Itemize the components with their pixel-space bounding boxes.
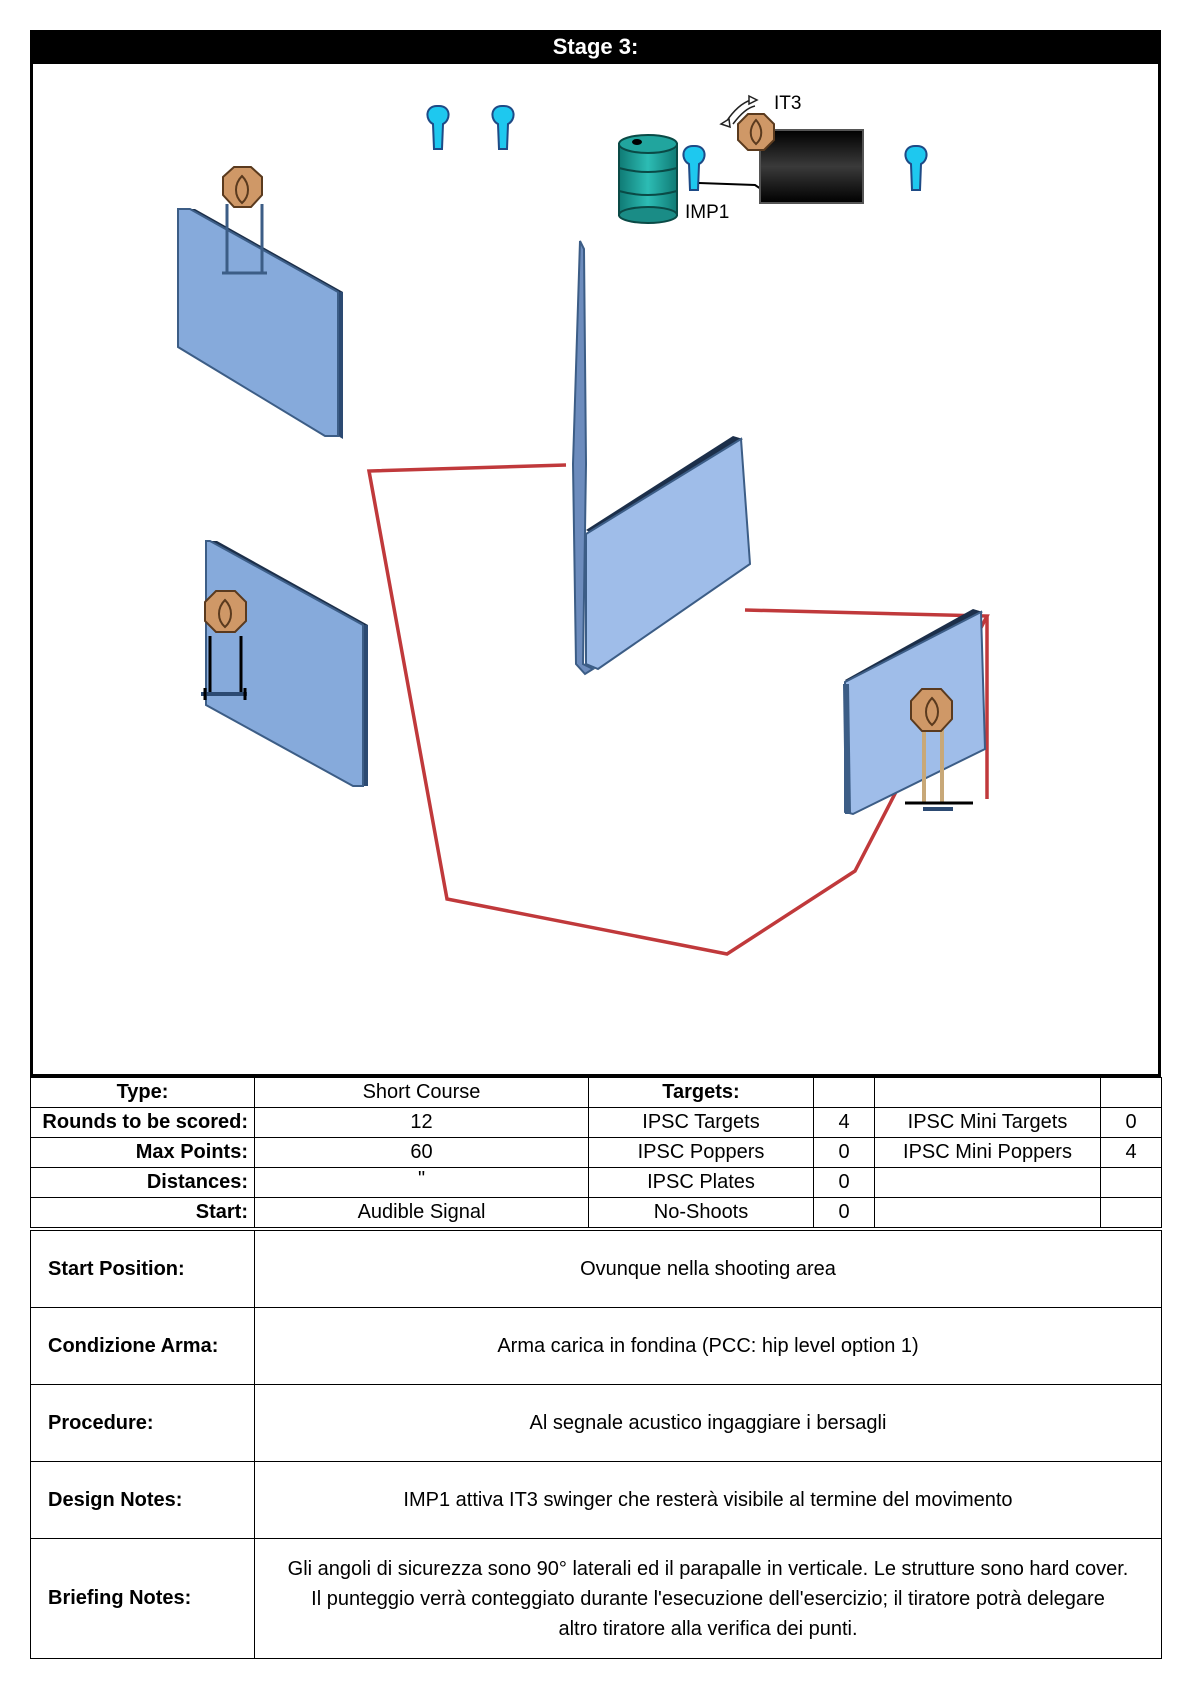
briefing-line: altro tiratore alla verifica dei punti. <box>558 1617 858 1640</box>
briefing-notes-label: Briefing Notes: <box>31 1539 255 1659</box>
start-value: Audible Signal <box>255 1198 589 1228</box>
type-label: Type: <box>31 1078 255 1108</box>
target-name: IPSC Poppers <box>589 1138 814 1168</box>
target-count: 0 <box>814 1138 875 1168</box>
empty-cell <box>814 1078 875 1108</box>
condizione-arma-value: Arma carica in fondina (PCC: hip level option 1) <box>255 1308 1162 1385</box>
condizione-arma-label: Condizione Arma: <box>31 1308 255 1385</box>
popper-icon <box>905 146 926 190</box>
start-label: Start: <box>31 1198 255 1228</box>
rounds-value: 12 <box>255 1108 589 1138</box>
stage-summary-table <box>30 1077 1162 1228</box>
empty-cell <box>875 1168 1101 1198</box>
popper-icon <box>427 106 448 149</box>
target-name: IPSC Targets <box>589 1108 814 1138</box>
procedure-label: Procedure: <box>31 1385 255 1462</box>
procedure-value: Al segnale acustico ingaggiare i bersagli <box>255 1385 1162 1462</box>
target-name: No-Shoots <box>589 1198 814 1228</box>
empty-cell <box>1101 1168 1162 1198</box>
design-notes-label: Design Notes: <box>31 1462 255 1539</box>
briefing-line: Gli angoli di sicurezza sono 90° laterali ed il parapalle in verticale. Le strutture sono hard cover. <box>287 1557 1129 1580</box>
rounds-label: Rounds to be scored: <box>31 1108 255 1138</box>
target-count: 0 <box>814 1168 875 1198</box>
target-count: 0 <box>814 1198 875 1228</box>
stage-notes-table <box>30 1230 1162 1659</box>
targets-header: Targets: <box>589 1078 814 1108</box>
briefing-line: Il punteggio verrà conteggiato durante l'esecuzione dell'esercizio; il tiratore potrà delegare <box>311 1587 1105 1610</box>
target-name: IPSC Mini Poppers <box>875 1138 1101 1168</box>
target-count: 0 <box>1101 1108 1162 1138</box>
barrel-icon <box>619 135 677 223</box>
target-count: 4 <box>1101 1138 1162 1168</box>
wall-left <box>206 541 368 786</box>
maxpoints-label: Max Points: <box>31 1138 255 1168</box>
start-position-value: Ovunque nella shooting area <box>255 1231 1162 1308</box>
black-block-icon <box>760 130 863 203</box>
target-name: IPSC Plates <box>589 1168 814 1198</box>
distances-value: " <box>255 1168 589 1198</box>
target-count: 4 <box>814 1108 875 1138</box>
wall-center-right <box>586 436 750 669</box>
maxpoints-value: 60 <box>255 1138 589 1168</box>
it3-label: IT3 <box>774 93 802 114</box>
empty-cell <box>1101 1078 1162 1108</box>
design-notes-value: IMP1 attiva IT3 swinger che resterà visibile al termine del movimento <box>255 1462 1162 1539</box>
empty-cell <box>875 1198 1101 1228</box>
activation-cable <box>699 183 761 189</box>
briefing-notes-value <box>255 1539 1162 1659</box>
imp1-label: IMP1 <box>685 202 730 223</box>
popper-icon <box>492 106 513 149</box>
distances-label: Distances: <box>31 1168 255 1198</box>
target-name: IPSC Mini Targets <box>875 1108 1101 1138</box>
type-value: Short Course <box>255 1078 589 1108</box>
start-position-label: Start Position: <box>31 1231 255 1308</box>
swinger-target-icon <box>738 114 774 150</box>
empty-cell <box>875 1078 1101 1108</box>
empty-cell <box>1101 1198 1162 1228</box>
stage-diagram <box>30 64 1161 1077</box>
stage-title: Stage 3: <box>30 30 1161 64</box>
